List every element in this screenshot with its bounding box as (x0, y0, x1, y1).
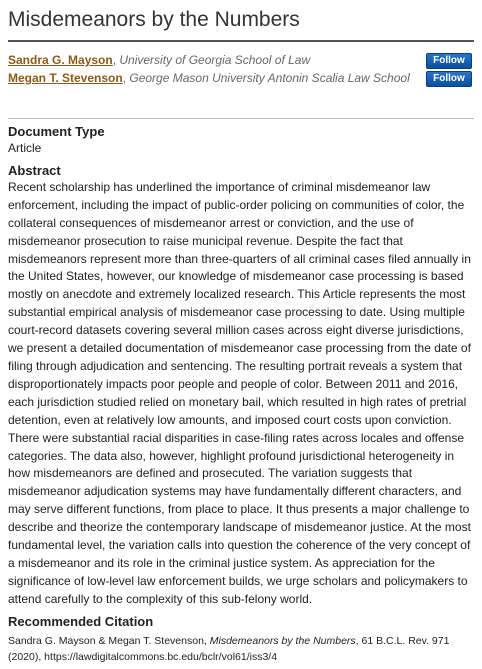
abstract-heading: Abstract (8, 162, 61, 178)
citation-title: Misdemeanors by the Numbers (209, 634, 356, 647)
citation-heading: Recommended Citation (8, 613, 154, 629)
citation-authors: Sandra G. Mayson & Megan T. Stevenson, (8, 634, 210, 647)
author-entry (8, 69, 414, 87)
follow-author-button[interactable]: Follow (426, 53, 472, 69)
abstract-section (8, 163, 474, 609)
abstract-text: Recent scholarship has underlined the importance of criminal misdemeanor law enforcement, including the impact of public-order policing on communities of color, the collateral consequences of misdemeanor arrest or conviction, and the use of misdemeanor prosecution to raise municipal revenue. Despite the fact that misdemeanors represent more than three-quarters of all criminal cases filed annually in the United States, however, our knowledge of misdemeanor case processing is based mostly on anecdote and extremely localized research. This Article represents the most substantial empirical analysis of misdemeanor case processing to date. Using multiple court-record datasets covering several million cases across eight diverse jurisdictions, we present a detailed documentation of misdemeanor case processing from the date of filing through adjudication and sentencing. The resulting portrait reveals a system that disproportionately impacts poor people and people of color. Between 2011 and 2016, each jurisdiction studied relied on monetary bail, which resulted in high rates of pretrial detention, even at relatively low amounts, and imposed court costs upon conviction. There were substantial racial disparities in case-filing rates across locales and offense categories. The data also, however, highlight profound jurisdictional heterogeneity in how misdemeanors are defined and prosecuted. The variation suggests that misdemeanor adjudication systems may have fundamentally different characters, and may serve different functions, from place to place. It thus presents a major challenge to describe and theorize the contemporary landscape of misdemeanor justice. At the most fundamental level, the variation calls into question the coherence of the very concept of a misdemeanor and its role in the criminal justice system. As appreciation for the significance of low-level law enforcement builds, we urge scholars and policymakers to attend carefully to the complexity of this sub-felony world. (8, 179, 471, 606)
section-divider (8, 118, 474, 119)
author-name-link[interactable]: Megan T. Stevenson (8, 71, 123, 85)
author-entry (8, 51, 414, 69)
document-type-heading: Document Type (8, 124, 105, 139)
page-title: Misdemeanors by the Numbers (8, 0, 474, 42)
author-affiliation: George Mason University Antonin Scalia Law School (129, 71, 410, 85)
document-type-value: Article (8, 141, 42, 155)
author-list (8, 42, 474, 108)
follow-author-button[interactable]: Follow (426, 71, 472, 87)
citation-text (8, 633, 474, 665)
author-affiliation: University of Georgia School of Law (119, 53, 311, 67)
follow-buttons (426, 53, 472, 89)
author-name-link[interactable]: Sandra G. Mayson (8, 53, 113, 67)
author-separator: , (112, 53, 120, 67)
author-separator: , (122, 71, 130, 85)
document-type-section (8, 124, 474, 158)
citation-section (8, 614, 474, 665)
citation-source: , 61 B.C.L. Rev. 971 (2020), https://lawdigitalcommons.bc.edu/bclr/vol61/iss3/4 (8, 634, 450, 663)
